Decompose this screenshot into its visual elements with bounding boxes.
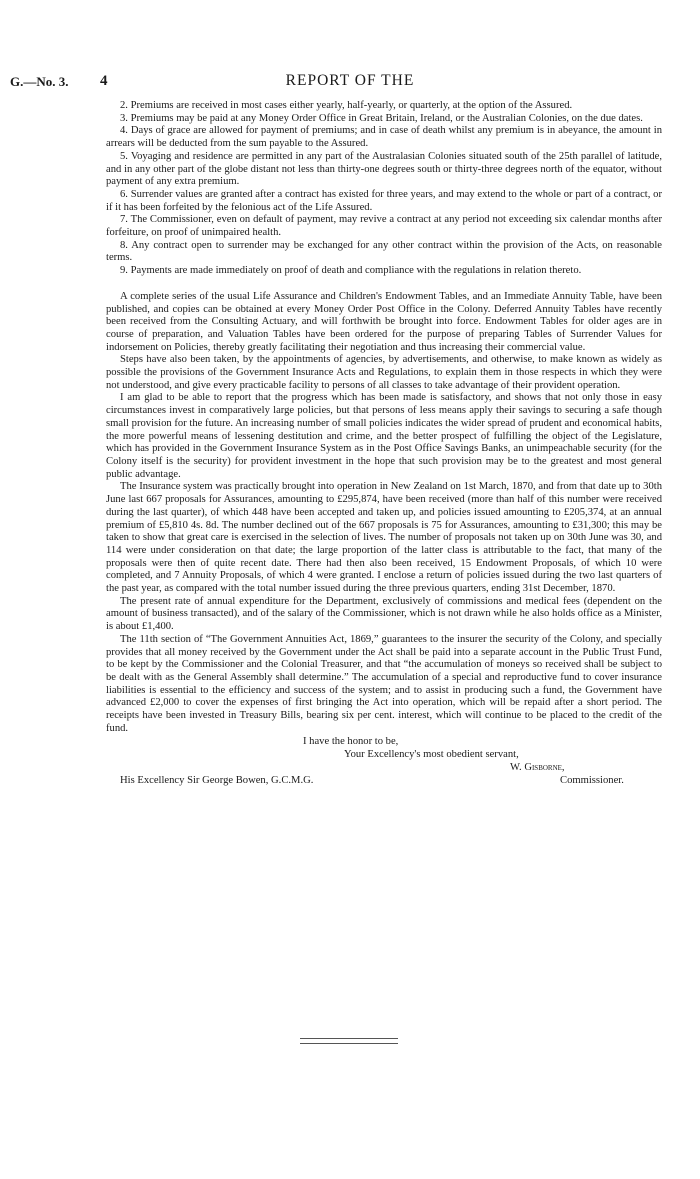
list-item: 6. Surrender values are granted after a contract has existed for three years, and may extend to the whole or part of a contract, or if it has been forfeited by the felonious act of the Life Assured.	[106, 188, 662, 213]
section-gap	[106, 278, 662, 291]
page-header	[0, 74, 700, 96]
signature-name: W. Gisborne,	[510, 762, 565, 774]
paragraph: I am glad to be able to report that the progress which has been made is satisfactory, and shows that not only those in easy circumstances invest in comparatively large policies, but that persons of less means apply their savings to securing a safe though small provision for the future. An increasing number of small policies indicates the wider spread of prudent and economical habits, the more powerful means of lessening destitution and crime, and the better prospect of fulfilling the object of the Legislature, which has provided in the Government Insurance System as in the Post Office Savings Banks, an unimpeachable security (for the Colony itself is the security) for provident investment in the hope that such provision may be to the greatest and most general public advantage.	[106, 392, 662, 480]
paragraph: Steps have also been taken, by the appointments of agencies, by advertisements, and otherwise, to make known as widely as possible the provisions of the Government Insurance Acts and Regulations, to explain them in those respects in which they were not understood, and give every practicable facility to persons of all classes to take advantage of their provident operation.	[106, 354, 662, 391]
list-item: 7. The Commissioner, even on default of payment, may revive a contract at any period not exceeding six calendar months after forfeiture, on proof of unimpaired health.	[106, 214, 662, 239]
running-title: REPORT OF THE	[285, 72, 415, 89]
report-body	[106, 100, 662, 794]
page-number: 4	[100, 73, 108, 89]
list-item: 9. Payments are made immediately on proof of death and compliance with the regulations in relation thereto.	[120, 265, 582, 277]
list-item: 5. Voyaging and residence are permitted in any part of the Australasian Colonies situated south of the 25th parallel of latitude, and in any other part of the globe distant not less than thirty-one degrees south or thirty-three degrees north of the equator, without payment of any extra premium.	[106, 150, 662, 188]
paragraph: The present rate of annual expenditure for the Department, exclusively of commissions and medical fees (dependent on the amount of business transacted), and of the salary of the Commissioner, which is not drawn while he also holds office as a Minister, is about £1,400.	[106, 595, 662, 633]
list-item: 2. Premiums are received in most cases either yearly, half-yearly, or quarterly, at the option of the Assured.	[120, 100, 573, 111]
addressee: His Excellency Sir George Bowen, G.C.M.G.	[120, 775, 314, 787]
closing-rule	[300, 1038, 398, 1044]
closing-line: I have the honor to be,	[303, 736, 399, 748]
letter-closing	[106, 736, 662, 794]
list-item: 4. Days of grace are allowed for payment of premiums; and in case of death whilst any premium is in abeyance, the amount in arrears will be deducted from the sum payable to the Assured.	[106, 125, 662, 150]
paragraph: The 11th section of “The Government Annuities Act, 1869,” guarantees to the insurer the security of the Colony, and specially provides that all money received by the Government under the Act shall be paid into a separate account in the Public Trust Fund, to be kept by the Commissioner and the Colonial Treasurer, and that “the accumulation of moneys so received shall be subject to be dealt with as the General Assembly shall determine.” The accumulation of a special and reproductive fund to cover insurance liabilities is essential to the efficiency and success of the system; and to assist in producing such a fund, the Government have advanced £2,000 to cover the expenses of first bringing the Act into operation, which will be repaid after a short period. The receipts have been invested in Treasury Bills, bearing six per cent. interest, which will continue to be placed to the credit of the fund.	[106, 633, 662, 734]
document-reference: G.—No. 3.	[10, 74, 69, 89]
closing-line: Your Excellency's most obedient servant,	[344, 749, 519, 761]
paragraph: The Insurance system was practically brought into operation in New Zealand on 1st March, 1870, and from that date up to 30th June last 667 proposals for Assurances, amounting to £295,874, have been received (more than half of this number were received during the last quarter), of which 448 have been accepted and taken up, and policies issued amounting to £205,374, at an annual premium of £5,810 4s. 8d. The number declined out of the 667 proposals is 75 for Assurances, amounting to £31,300; this may be taken to show that great care is exercised in the selection of lives. The number of proposals not taken up on 30th June was 30, and 114 were under consideration on that date; the large proportion of the latter class is attributable to the fact, that many of the proposals were then of quite recent date. There had then also been received, 15 Endowment Proposals, of which 10 were completed, and 7 Annuity Proposals, of which 4 were granted. I enclose a return of policies issued during the two last quarters of the past year, as compared with the total number issued during the three previous quarters, ending 31st December, 1870.	[106, 481, 662, 595]
list-item: 3. Premiums may be paid at any Money Order Office in Great Britain, Ireland, or the Australian Colonies, on the due dates.	[120, 112, 643, 124]
paragraph: A complete series of the usual Life Assurance and Children's Endowment Tables, and an Immediate Annuity Table, have been published, and copies can be obtained at every Money Order Post Office in the Colony. Deferred Annuity Tables have recently been received from the Consulting Actuary, and will forthwith be brought into force. Endowment Tables for older ages are in course of preparation, and Valuation Tables have been ordered for the purpose of preparing Tables of Surrender Values for indorsement on Policies, thereby greatly facilitating their negotiation and thus increasing their commercial value.	[106, 290, 662, 353]
list-item: 8. Any contract open to surrender may be exchanged for any other contract within the provision of the Acts, on reasonable terms.	[106, 239, 662, 264]
signature-title: Commissioner.	[560, 775, 624, 787]
